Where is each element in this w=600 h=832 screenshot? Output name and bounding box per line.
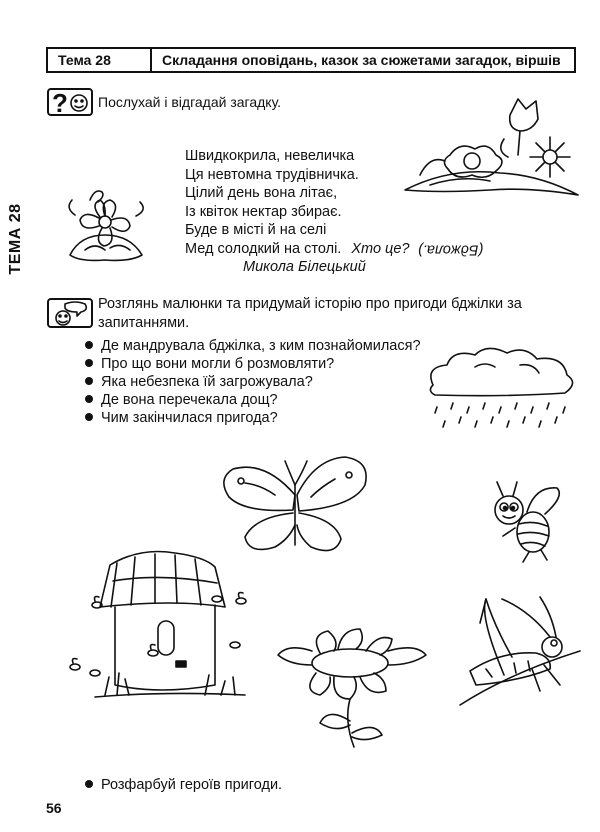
page-number: 56 (46, 800, 62, 816)
flowers-illustration-right (400, 95, 580, 210)
svg-text:?: ? (52, 88, 68, 118)
question-text: Чим закінчилася пригода? (101, 410, 278, 426)
poem-line-last (185, 240, 483, 259)
poem-line: Швидкокрила, невеличка (185, 148, 355, 164)
poem-author: Микола Білецький (243, 259, 366, 275)
beehive-illustration (65, 545, 265, 710)
daisy-illustration (270, 625, 435, 750)
bullet (85, 780, 93, 788)
rain-cloud-illustration (425, 345, 580, 440)
topic-header (46, 47, 576, 73)
question-text: Де вона перечекала дощ? (101, 392, 278, 408)
question-item (85, 355, 334, 373)
speech-face-icon (47, 298, 93, 328)
riddle-instruction: Послухай і відгадай загадку. (98, 94, 282, 110)
question-text: Про що вони могли б розмовляти? (101, 356, 335, 372)
question-face-icon (47, 88, 93, 116)
grasshopper-illustration (440, 595, 585, 710)
bullet (85, 359, 93, 367)
question-item (85, 373, 313, 391)
question-text: Де мандрувала бджілка, з ким познайомилася? (101, 338, 421, 354)
question-item (85, 409, 278, 427)
bullet (85, 377, 93, 385)
poem-line: Цілий день вона літає, (185, 185, 338, 201)
riddle-answer-upside-down: (Бджола.) (417, 241, 483, 257)
riddle-question: Хто це? (351, 240, 410, 257)
poem-line: Мед солодкий на столі. (185, 240, 342, 257)
bullet (85, 395, 93, 403)
final-task-text: Розфарбуй героїв пригоди. (101, 777, 283, 793)
flower-illustration-left (50, 180, 160, 280)
final-task-item (85, 776, 282, 794)
question-item (85, 391, 278, 409)
question-item (85, 337, 421, 355)
bullet (85, 413, 93, 421)
story-task-instruction: Розглянь малюнки та придумай історію про пригоди бджілки за запитаннями. (98, 296, 522, 331)
question-text: Яка небезпека їй загрожувала? (101, 374, 313, 390)
poem-line: Ця невтомна трудівничка. (185, 166, 359, 183)
topic-title: Складання оповідань, казок за сюжетами загадок, віршів (162, 52, 561, 68)
poem-line: Із квіток нектар збирає. (185, 203, 342, 220)
bee-illustration (487, 478, 567, 563)
topic-label: Тема 28 (48, 49, 152, 71)
poem-line: Буде в місті й на селі (185, 222, 327, 238)
bullet (85, 341, 93, 349)
side-topic-label: ТЕМА 28 (7, 203, 24, 275)
